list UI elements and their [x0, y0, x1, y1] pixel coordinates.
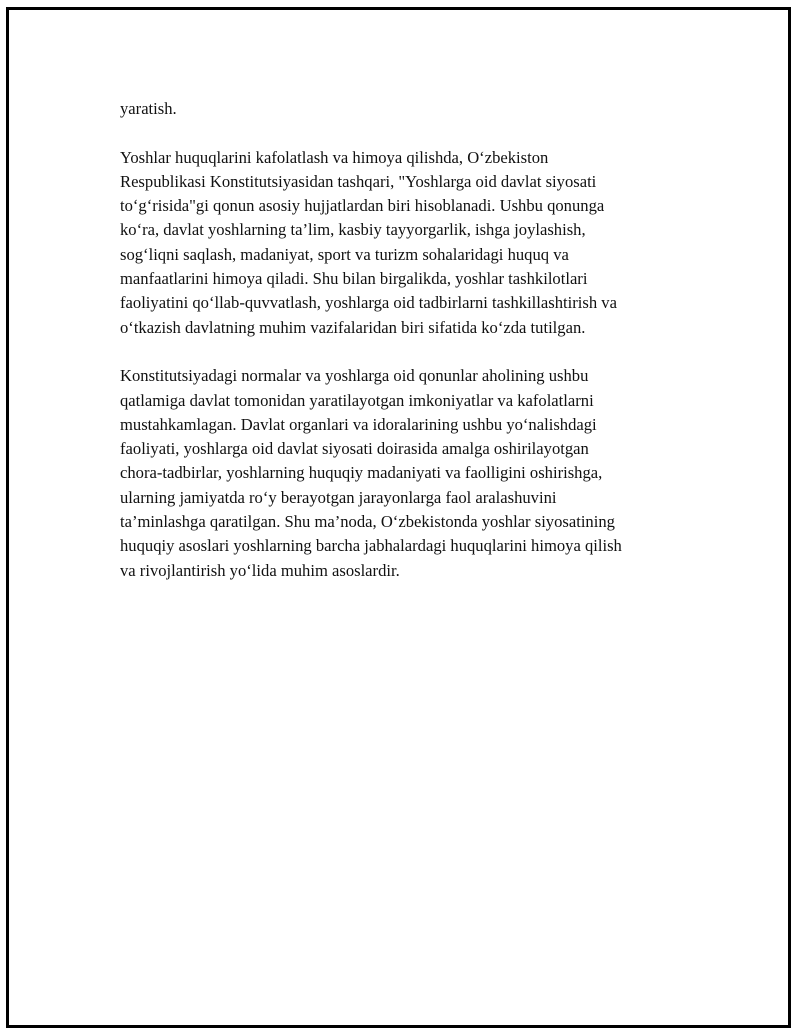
text-line: manfaatlarini himoya qiladi. Shu bilan birgalikda, yoshlar tashkilotlari — [120, 269, 588, 289]
page-frame — [6, 7, 791, 1028]
text-line: qatlamiga davlat tomonidan yaratilayotgan imkoniyatlar va kafolatlarni — [120, 390, 594, 410]
text-line: to‘g‘risida"gi qonun asosiy hujjatlardan biri hisoblanadi. Ushbu qonunga — [120, 196, 605, 216]
paragraph-youth-rights-law — [120, 146, 685, 340]
paragraph-intro-fragment — [120, 97, 685, 121]
text-line: sog‘liqni saqlash, madaniyat, sport va turizm sohalaridagi huquq va — [120, 244, 569, 264]
text-line: o‘tkazish davlatning muhim vazifalaridan biri sifatida ko‘zda tutilgan. — [120, 317, 586, 337]
text-line: ta’minlashga qaratilgan. Shu ma’noda, O‘zbekistonda yoshlar siyosatining — [120, 512, 615, 532]
text-line: mustahkamlagan. Davlat organlari va idoralarining ushbu yo‘nalishdagi — [120, 414, 597, 434]
text-line: Yoshlar huquqlarini kafolatlash va himoya qilishda, O‘zbekiston — [120, 147, 549, 167]
text-line: va rivojlantirish yo‘lida muhim asoslardir. — [120, 560, 400, 580]
text-line: chora-tadbirlar, yoshlarning huquqiy madaniyati va faolligini oshirishga, — [120, 463, 603, 483]
document-body — [120, 97, 685, 583]
text-line: ularning jamiyatda ro‘y berayotgan jarayonlarga faol aralashuvini — [120, 487, 557, 507]
text-line: yaratish. — [120, 99, 177, 118]
paragraph-constitutional-norms — [120, 364, 685, 583]
text-line: huquqiy asoslari yoshlarning barcha jabhalardagi huquqlarini himoya qilish — [120, 536, 622, 556]
paragraph-spacer — [120, 340, 685, 364]
paragraph-spacer — [120, 121, 685, 145]
text-line: Respublikasi Konstitutsiyasidan tashqari, "Yoshlarga oid davlat siyosati — [120, 171, 597, 191]
text-line: ko‘ra, davlat yoshlarning ta’lim, kasbiy tayyorgarlik, ishga joylashish, — [120, 220, 586, 240]
text-line: faoliyati, yoshlarga oid davlat siyosati doirasida amalga oshirilayotgan — [120, 439, 589, 459]
text-line: faoliyatini qo‘llab-quvvatlash, yoshlarga oid tadbirlarni tashkillashtirish va — [120, 293, 617, 313]
text-line: Konstitutsiyadagi normalar va yoshlarga oid qonunlar aholining ushbu — [120, 366, 589, 386]
